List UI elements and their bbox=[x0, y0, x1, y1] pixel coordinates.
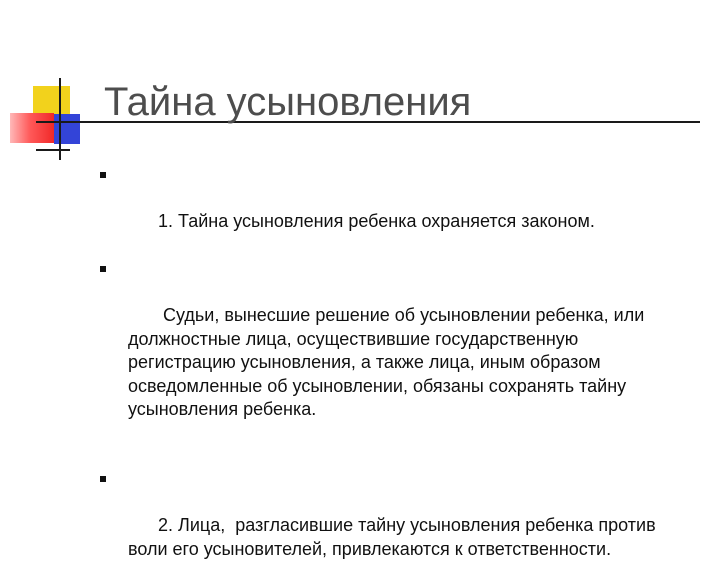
list-item bbox=[100, 467, 700, 585]
list-item-text: 1. Тайна усыновления ребенка охраняется законом. bbox=[158, 211, 595, 231]
list-item-text: Судьи, вынесшие решение об усыновлении ребенка, или должностные лица, осуществившие государственную регистрацию усыновления, а также лица, иным образом осведомленные об усыновлении, обязаны сохранять тайну усыновления ребенка. bbox=[128, 305, 645, 419]
list-item-text: 2. Лица, разгласившие тайну усыновления ребенка против воли его усыновителей, привлекаются к ответственности. bbox=[128, 515, 656, 559]
list-item bbox=[100, 163, 700, 257]
square-bullet-icon bbox=[100, 476, 106, 482]
square-bullet-icon bbox=[100, 266, 106, 272]
square-bullet-icon bbox=[100, 172, 106, 178]
bullet-list bbox=[100, 163, 700, 585]
list-item bbox=[100, 257, 700, 445]
slide-title: Тайна усыновления bbox=[104, 80, 472, 124]
